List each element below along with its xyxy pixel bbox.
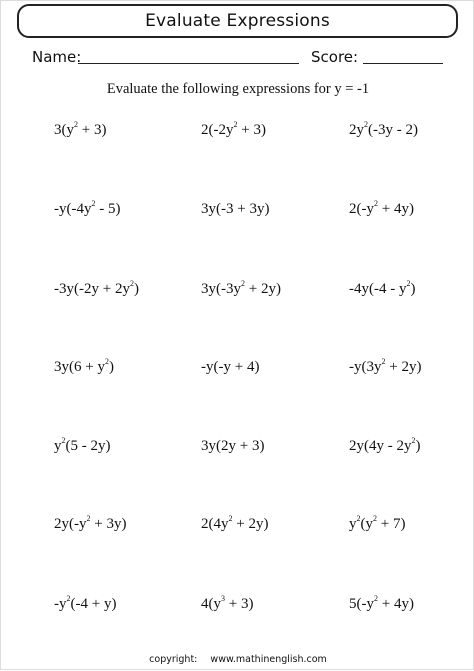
expression-item: $2y(-y^2 + 3y)$	[54, 514, 127, 532]
expression-item: $2y^2(-3y - 2)$	[349, 120, 418, 138]
expression-item: $-y(-4y^2 - 5)$	[54, 199, 121, 217]
expression-item: $2(-y^2 + 4y)$	[349, 199, 414, 217]
instructions: Evaluate the following expressions for y = -1	[106, 81, 370, 97]
expression-item: $-y^2(-4 + y)$	[54, 594, 117, 612]
expression-item: $4(y^3 + 3)$	[201, 594, 254, 612]
copyright-label: copyright:	[149, 654, 198, 665]
expression-item: $-y(3y^2 + 2y)$	[349, 357, 422, 375]
expression-item: $2y(4y - 2y^2)$	[349, 436, 421, 454]
expression-item: -y(-y + 4)	[201, 359, 260, 375]
expression-grid	[1, 1, 474, 671]
expression-item: $2(4y^2 + 2y)$	[201, 514, 269, 532]
expression-item: $y^2(5 - 2y)$	[54, 436, 111, 454]
expression-item: $3y(-3y^2 + 2y)$	[201, 279, 281, 297]
expression-item: $y^2(y^2 + 7)$	[349, 514, 406, 532]
score-label: Score:	[311, 48, 359, 66]
name-label: Name:	[32, 48, 82, 66]
expression-item: $-3y(-2y + 2y^2)$	[54, 279, 139, 297]
expression-item: $3y(6 + y^2)$	[54, 357, 114, 375]
expression-item: $2(-2y^2 + 3)$	[201, 120, 266, 138]
footer	[1, 654, 474, 665]
worksheet-title: Evaluate Expressions	[145, 11, 330, 31]
expression-item: 3y(2y + 3)	[201, 438, 265, 454]
website-link[interactable]: www.mathinenglish.com	[210, 654, 327, 665]
expression-item: $5(-y^2 + 4y)$	[349, 594, 414, 612]
expression-item: $-4y(-4 - y^2)$	[349, 279, 416, 297]
expression-item: $3(y^2 + 3)$	[54, 120, 107, 138]
expression-item: 3y(-3 + 3y)	[201, 201, 270, 217]
